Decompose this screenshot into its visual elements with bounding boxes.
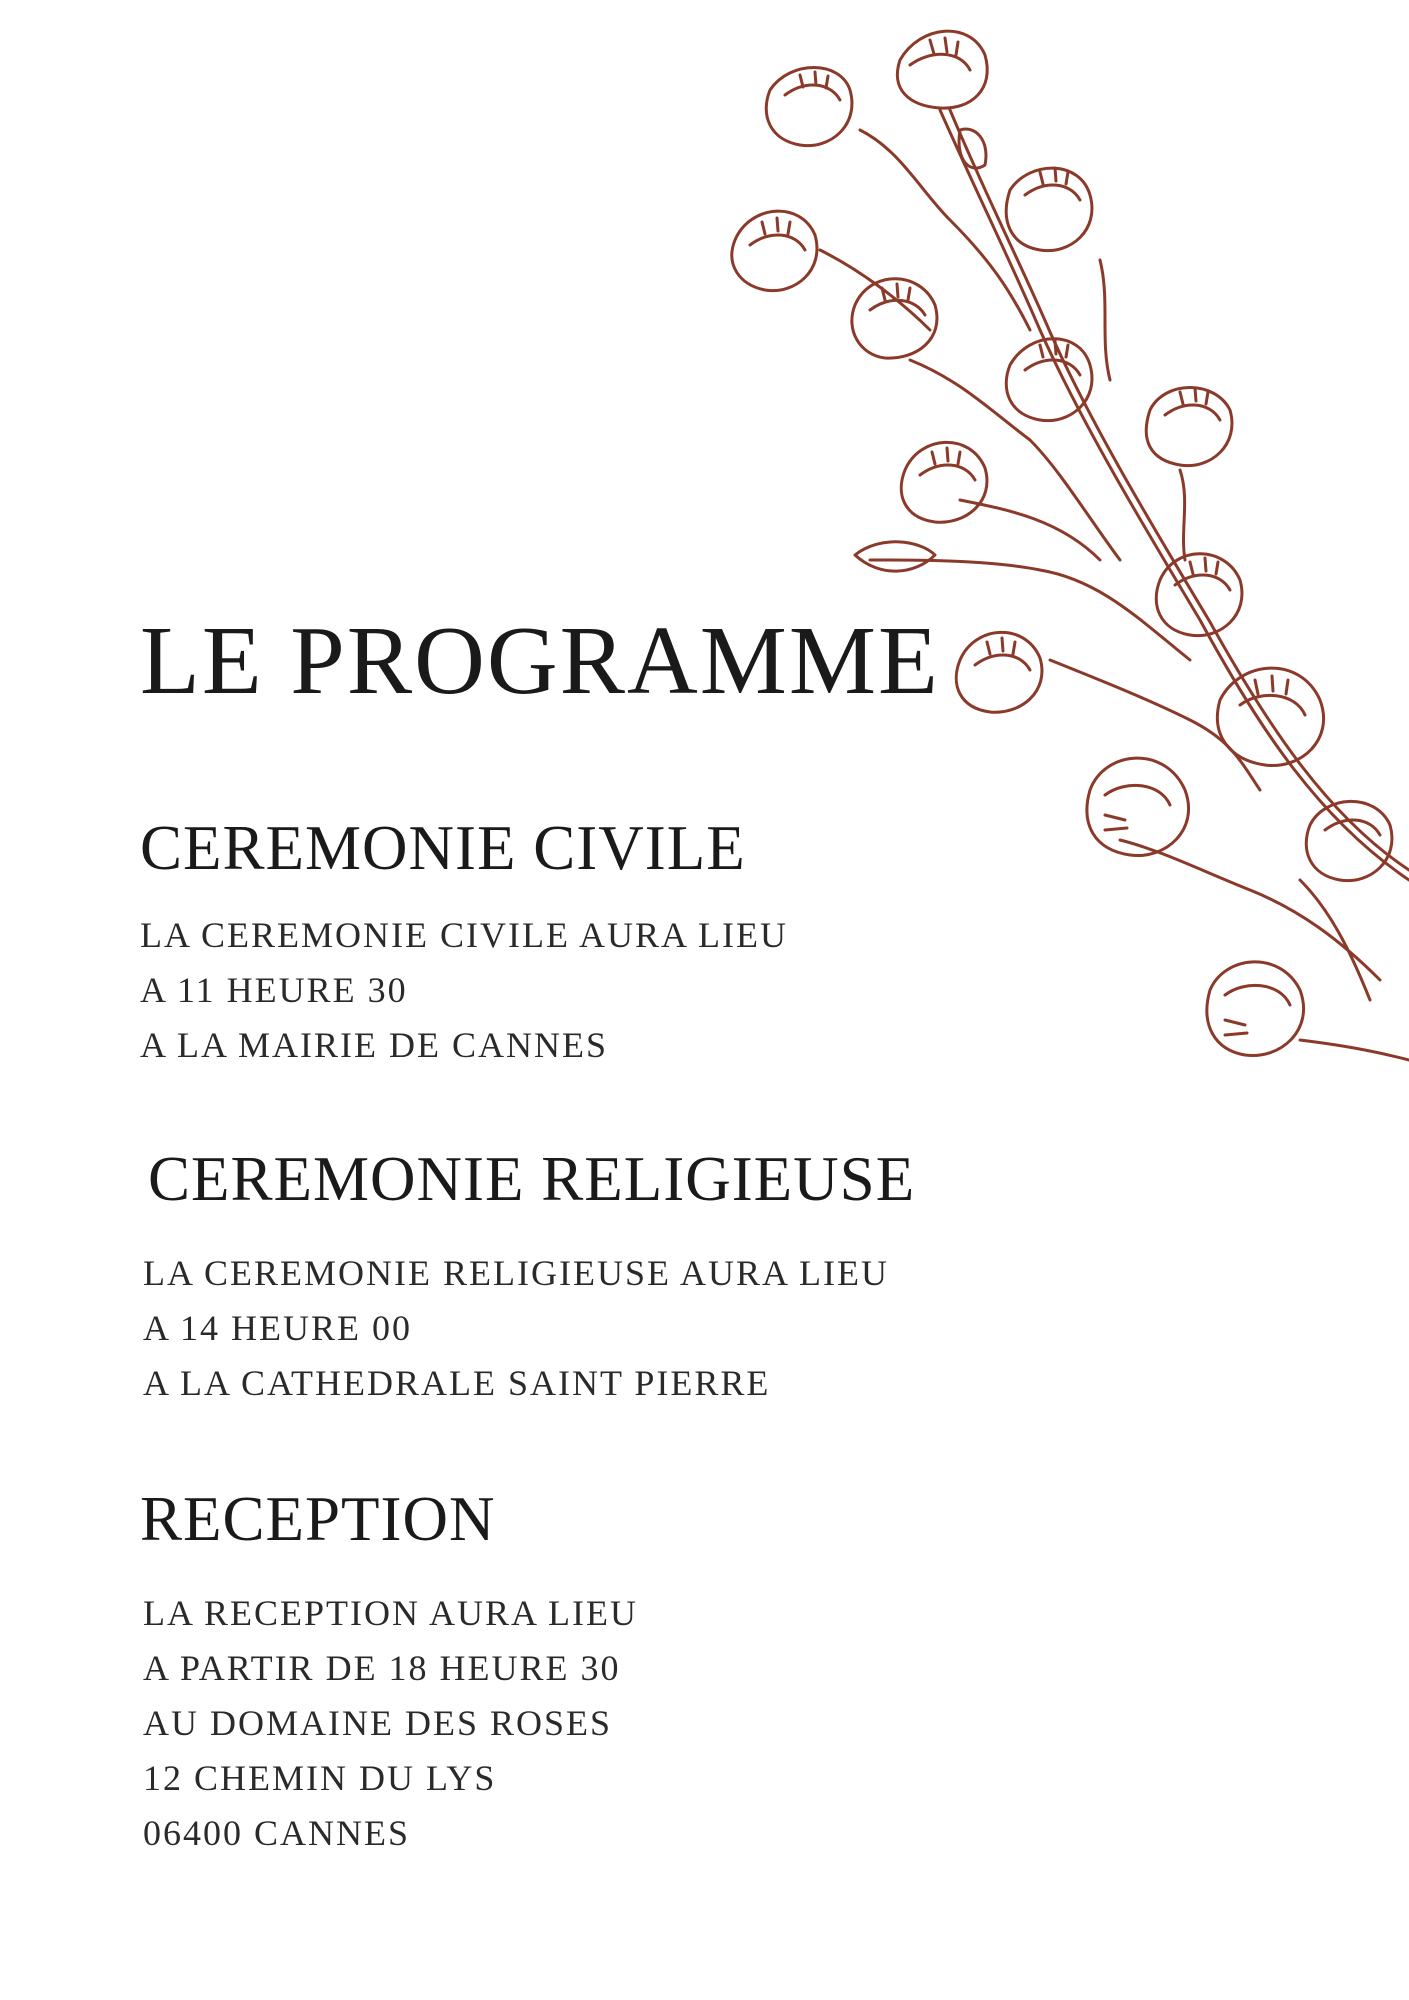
page-title: LE PROGRAMME	[140, 607, 940, 715]
detail-line: LA RECEPTION AURA LIEU	[143, 1593, 639, 1633]
detail-line: A 11 HEURE 30	[140, 970, 408, 1010]
detail-line: A PARTIR DE 18 HEURE 30	[143, 1648, 621, 1688]
detail-line: AU DOMAINE DES ROSES	[143, 1703, 613, 1743]
section-heading-civile: CEREMONIE CIVILE	[140, 813, 746, 883]
floral-branch-illustration	[700, 0, 1409, 1140]
detail-line: A 14 HEURE 00	[143, 1308, 412, 1348]
section-heading-reception: RECEPTION	[140, 1484, 496, 1554]
detail-line: A LA MAIRIE DE CANNES	[140, 1025, 609, 1065]
detail-line: A LA CATHEDRALE SAINT PIERRE	[143, 1363, 771, 1403]
section-details-reception	[143, 1586, 638, 1861]
section-heading-religieuse: CEREMONIE RELIGIEUSE	[148, 1144, 916, 1214]
detail-line: LA CEREMONIE RELIGIEUSE AURA LIEU	[143, 1253, 889, 1293]
section-details-civile	[140, 908, 788, 1073]
detail-line: LA CEREMONIE CIVILE AURA LIEU	[140, 915, 788, 955]
detail-line: 12 CHEMIN DU LYS	[143, 1758, 497, 1798]
section-details-religieuse	[143, 1246, 889, 1411]
detail-line: 06400 CANNES	[143, 1813, 411, 1853]
